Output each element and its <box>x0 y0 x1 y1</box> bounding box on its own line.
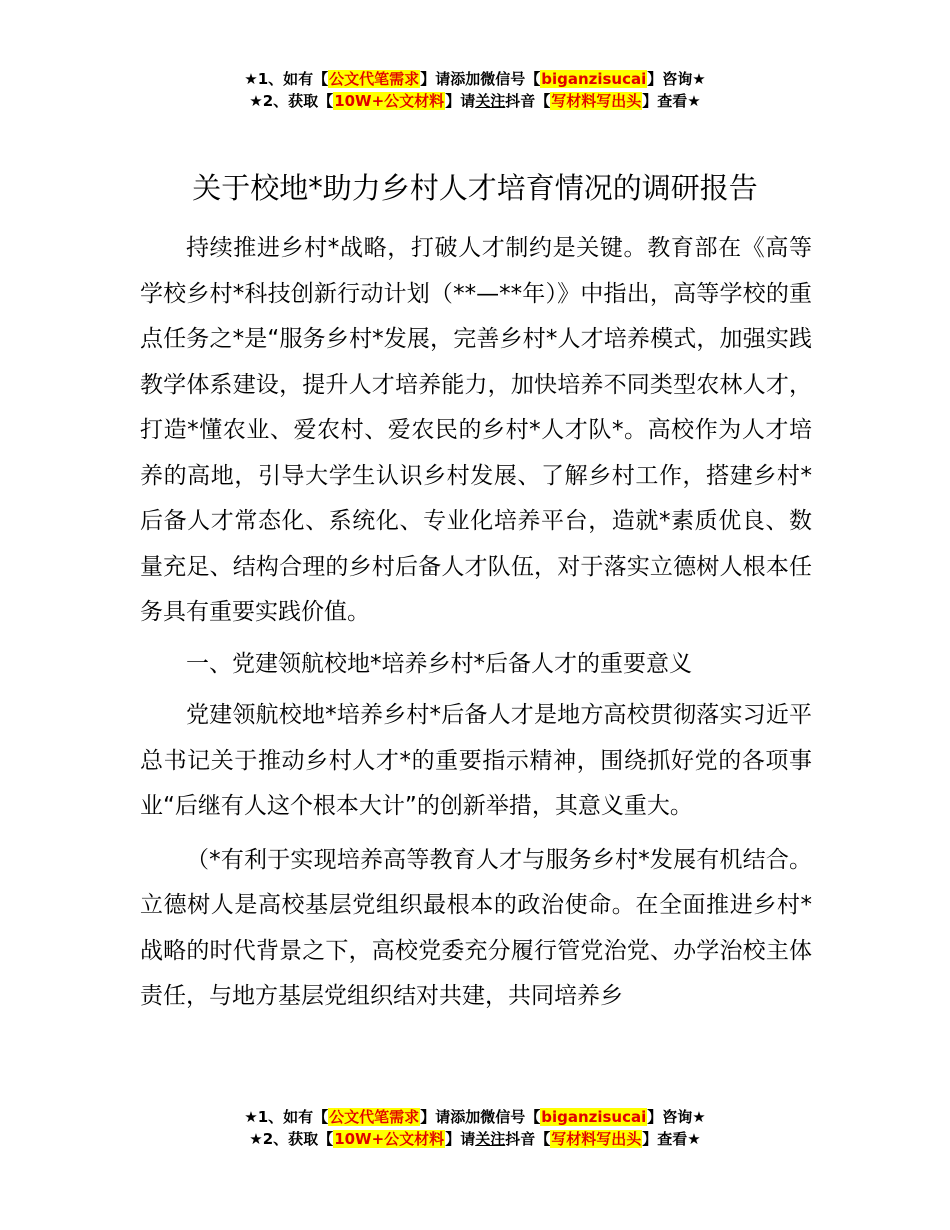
header-line-2-text: 】查看★ <box>642 92 701 110</box>
highlight-wechat-id: biganzisucai <box>541 70 647 88</box>
underlined-follow: 关注 <box>475 92 506 110</box>
highlight-wechat-id: biganzisucai <box>541 1108 647 1126</box>
footer-line-1-text: 】咨询★ <box>647 1108 706 1126</box>
footer-line-1-text: 】请添加微信号【 <box>420 1108 541 1126</box>
highlight-materials: 10W+公文材料 <box>334 92 445 110</box>
highlight-douyin-account: 写材料写出头 <box>551 1130 642 1148</box>
footer-line-2-text: 抖音【 <box>505 1130 551 1148</box>
footer-line-1-text: ★1、如有【 <box>244 1108 329 1126</box>
highlight-douyin-account: 写材料写出头 <box>551 92 642 110</box>
footer-line-2-text: 】请 <box>445 1130 476 1148</box>
header-line-1-text: ★1、如有【 <box>244 70 329 88</box>
highlight-ghostwriting: 公文代笔需求 <box>329 70 420 88</box>
underlined-follow: 关注 <box>475 1130 506 1148</box>
section-heading-1: 一、党建领航校地*培养乡村*后备人才的重要意义 <box>186 650 692 677</box>
footer-banner <box>0 1106 950 1150</box>
footer-line-1 <box>0 1106 950 1128</box>
header-line-2-text: 】请 <box>445 92 476 110</box>
paragraph-section-1: 党建领航校地*培养乡村*后备人才是地方高校贯彻落实习近平总书记关于推动乡村人才*的重要指示精神，围绕抓好党的各项事业“后继有人这个根本大计”的创新举措，其意义重大。 <box>140 702 812 819</box>
highlight-materials: 10W+公文材料 <box>334 1130 445 1148</box>
header-line-2-text: ★2、获取【 <box>249 92 334 110</box>
header-line-1-text: 】请添加微信号【 <box>420 70 541 88</box>
document-title: 关于校地*助力乡村人才培育情况的调研报告 <box>192 171 758 205</box>
footer-line-2 <box>0 1128 950 1150</box>
header-banner <box>0 68 950 112</box>
header-line-1-text: 】咨询★ <box>647 70 706 88</box>
header-line-2 <box>0 90 950 112</box>
footer-line-2-text: 】查看★ <box>642 1130 701 1148</box>
paragraph-subsection-1: （*有利于实现培养高等教育人才与服务乡村*发展有机结合。立德树人是高校基层党组织最根本的政治使命。在全面推进乡村*战略的时代背景之下，高校党委充分履行管党治党、办学治校主体责任，与地方基层党组织结对共建，共同培养乡 <box>140 846 812 1009</box>
header-line-2-text: 抖音【 <box>505 92 551 110</box>
footer-line-2-text: ★2、获取【 <box>249 1130 334 1148</box>
header-line-1 <box>0 68 950 90</box>
document-body <box>140 226 812 1020</box>
paragraph-intro: 持续推进乡村*战略，打破人才制约是关键。教育部在《高等学校乡村*科技创新行动计划（**—**年）》中指出，高等学校的重点任务之*是“服务乡村*发展，完善乡村*人才培养模式，加强实践教学体系建设，提升人才培养能力，加快培养不同类型农林人才，打造*懂农业、爱农村、爱农民的乡村*人才队*。高校作为人才培养的高地，引导大学生认识乡村发展、了解乡村工作，搭建乡村*后备人才常态化、系统化、专业化培养平台，造就*素质优良、数量充足、结构合理的乡村后备人才队伍，对于落实立德树人根本任务具有重要实践价值。 <box>140 235 812 625</box>
highlight-ghostwriting: 公文代笔需求 <box>329 1108 420 1126</box>
